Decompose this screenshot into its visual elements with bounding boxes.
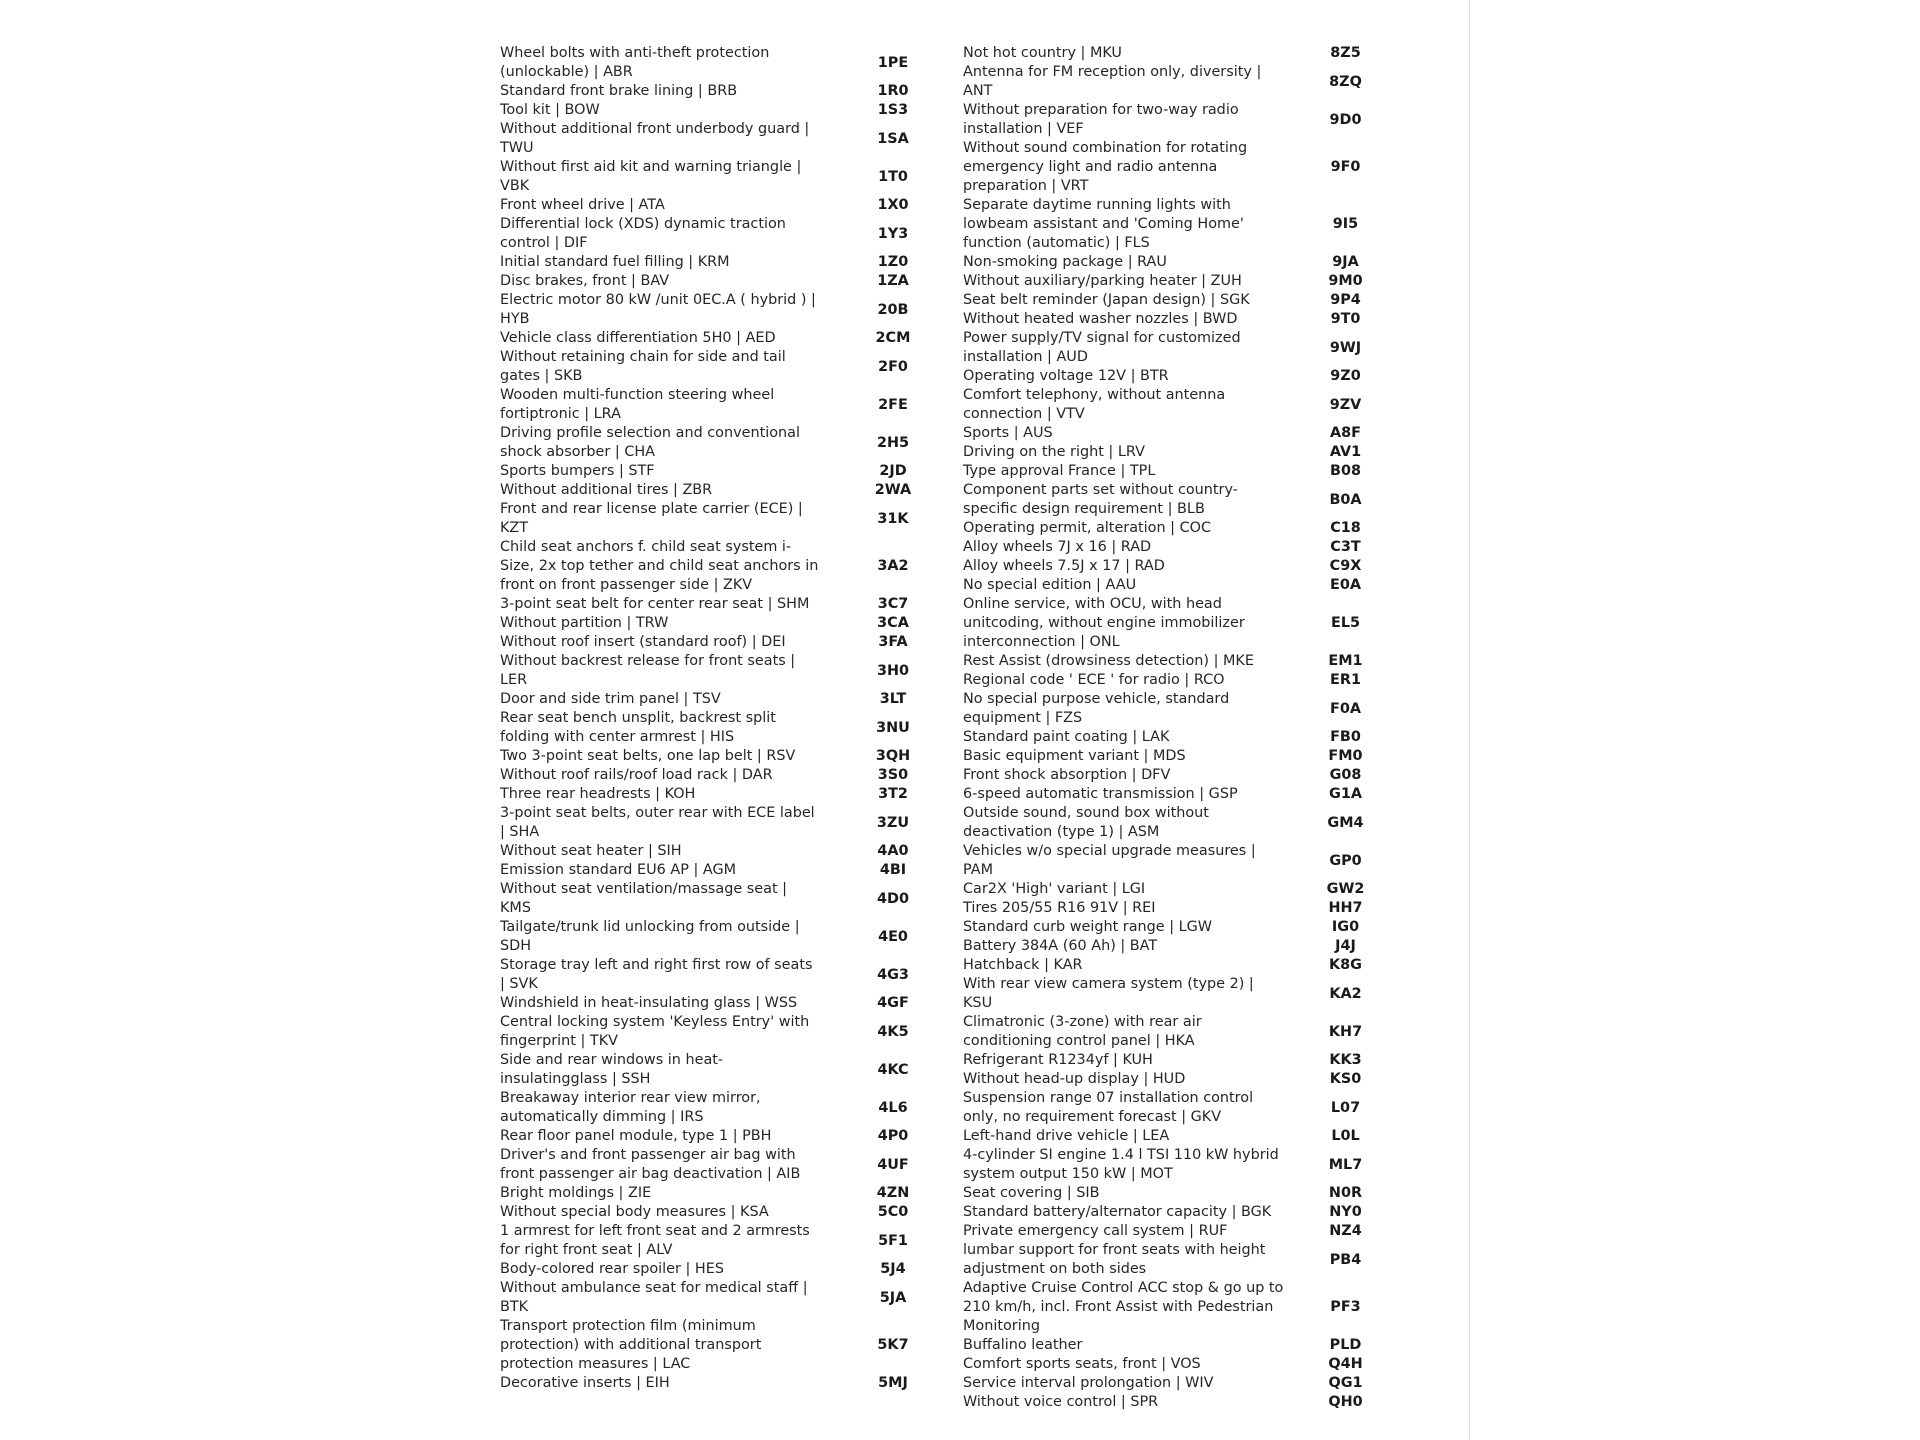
- option-code: 8ZQ: [1329, 73, 1362, 90]
- option-row: [963, 367, 1403, 386]
- option-code: 9ZV: [1329, 396, 1362, 413]
- option-description: Service interval prolongation | WIV: [963, 1375, 1214, 1391]
- option-code: 5MJ: [878, 1375, 908, 1391]
- option-code: 3ZU: [876, 814, 910, 831]
- option-row: [500, 747, 950, 766]
- option-description: With rear view camera system (type 2) | KSU: [963, 976, 1254, 1011]
- option-description: Without voice control | SPR: [963, 1394, 1159, 1410]
- option-description: Without head-up display | HUD: [963, 1071, 1186, 1087]
- option-row: [963, 1279, 1403, 1336]
- option-code: 5F1: [878, 1232, 908, 1249]
- option-row: [963, 595, 1403, 652]
- option-description: Differential lock (XDS) dynamic traction control | DIF: [500, 216, 786, 251]
- option-row: [500, 424, 950, 462]
- option-row: [500, 1374, 950, 1393]
- option-description: Bright moldings | ZIE: [500, 1185, 652, 1201]
- option-description: 3-point seat belt for center rear seat | SHM: [500, 596, 810, 612]
- option-row: [500, 1013, 950, 1051]
- option-code: 31K: [877, 510, 909, 527]
- option-row: [963, 785, 1403, 804]
- option-code: 5C0: [877, 1204, 909, 1220]
- option-row: [500, 1279, 950, 1317]
- option-description: Without additional tires | ZBR: [500, 482, 713, 498]
- option-code: 5J4: [880, 1261, 906, 1277]
- option-code: GW2: [1326, 881, 1365, 897]
- option-code: 9D0: [1329, 111, 1362, 128]
- option-description: Buffalino leather: [963, 1337, 1083, 1353]
- option-row: [963, 462, 1403, 481]
- option-row: [963, 1184, 1403, 1203]
- option-description: Left-hand drive vehicle | LEA: [963, 1128, 1170, 1144]
- option-code: PF3: [1330, 1299, 1361, 1315]
- option-code: 4E0: [878, 928, 908, 945]
- option-description: Without roof insert (standard roof) | DEI: [500, 634, 786, 650]
- option-code: Q4H: [1328, 1356, 1363, 1372]
- option-row: [963, 690, 1403, 728]
- option-row: [500, 633, 950, 652]
- option-description: Climatronic (3-zone) with rear air conditioning control panel | HKA: [963, 1014, 1202, 1049]
- option-row: [963, 804, 1403, 842]
- option-description: Operating permit, alteration | COC: [963, 520, 1212, 536]
- option-row: [963, 1127, 1403, 1146]
- option-row: [963, 1374, 1403, 1393]
- option-code: 5JA: [879, 1289, 907, 1306]
- option-row: [500, 215, 950, 253]
- option-description: Suspension range 07 installation control only, no requirement forecast | GKV: [963, 1090, 1254, 1125]
- option-code: C18: [1330, 520, 1361, 536]
- option-description: Driving on the right | LRV: [963, 444, 1145, 460]
- option-row: [963, 63, 1403, 101]
- option-row: [500, 1222, 950, 1260]
- option-description: Tires 205/55 R16 91V | REI: [963, 900, 1156, 916]
- options-column-right: [963, 44, 1403, 1412]
- option-row: [963, 538, 1403, 557]
- option-code: FB0: [1330, 729, 1361, 745]
- option-row: [500, 766, 950, 785]
- option-description: Breakaway interior rear view mirror, automatically dimming | IRS: [500, 1090, 761, 1125]
- option-code: 9WJ: [1329, 339, 1362, 356]
- option-code: PLD: [1329, 1337, 1362, 1353]
- option-code: G08: [1329, 767, 1362, 783]
- option-code: A8F: [1330, 425, 1361, 441]
- option-description: Outside sound, sound box without deactivation (type 1) | ASM: [963, 805, 1209, 840]
- option-description: Vehicles w/o special upgrade measures | PAM: [963, 843, 1256, 878]
- option-code: L07: [1330, 1099, 1361, 1116]
- option-description: Central locking system 'Keyless Entry' with fingerprint | TKV: [500, 1014, 810, 1049]
- option-row: [500, 804, 950, 842]
- option-row: [963, 576, 1403, 595]
- option-row: [500, 348, 950, 386]
- option-row: [500, 861, 950, 880]
- option-row: [963, 1241, 1403, 1279]
- option-description: Side and rear windows in heat- insulatingglass | SSH: [500, 1052, 724, 1087]
- option-description: lumbar support for front seats with height adjustment on both sides: [963, 1242, 1266, 1277]
- option-code: B0A: [1329, 491, 1362, 508]
- option-description: Component parts set without country- specific design requirement | BLB: [963, 482, 1238, 517]
- option-row: [963, 443, 1403, 462]
- option-code: KS0: [1329, 1071, 1362, 1087]
- option-row: [500, 785, 950, 804]
- option-code: KH7: [1328, 1023, 1363, 1040]
- option-description: Adaptive Cruise Control ACC stop & go up to 210 km/h, incl. Front Assist with Pedestrian Monitoring: [963, 1280, 1284, 1334]
- option-code: 2FE: [878, 396, 908, 413]
- option-code: 2JD: [879, 463, 907, 479]
- option-description: Seat covering | SIB: [963, 1185, 1100, 1201]
- option-description: Type approval France | TPL: [963, 463, 1156, 479]
- option-code: NZ4: [1329, 1223, 1362, 1239]
- option-row: [963, 1203, 1403, 1222]
- option-code: 5K7: [877, 1337, 909, 1353]
- option-code: 4K5: [877, 1023, 909, 1040]
- option-code: 9T0: [1330, 311, 1361, 327]
- option-row: [500, 82, 950, 101]
- option-code: ML7: [1328, 1156, 1363, 1173]
- option-description: Operating voltage 12V | BTR: [963, 368, 1169, 384]
- option-code: 1T0: [878, 168, 908, 185]
- option-code: 1S3: [877, 102, 909, 118]
- option-description: Car2X 'High' variant | LGI: [963, 881, 1146, 897]
- option-code: 3QH: [875, 748, 911, 764]
- option-code: 4P0: [877, 1128, 909, 1144]
- option-code: GM4: [1327, 814, 1364, 831]
- option-description: Without retaining chain for side and tail gates | SKB: [500, 349, 786, 384]
- option-code: FM0: [1328, 748, 1363, 764]
- option-description: Without first aid kit and warning triangle | VBK: [500, 159, 802, 194]
- option-description: Rear floor panel module, type 1 | PBH: [500, 1128, 772, 1144]
- option-description: Front wheel drive | ATA: [500, 197, 665, 213]
- option-row: [500, 481, 950, 500]
- option-description: Initial standard fuel filling | KRM: [500, 254, 730, 270]
- option-description: Without backrest release for front seats | LER: [500, 653, 796, 688]
- option-row: [963, 291, 1403, 310]
- option-row: [500, 462, 950, 481]
- option-description: Front shock absorption | DFV: [963, 767, 1171, 783]
- option-description: 3-point seat belts, outer rear with ECE label | SHA: [500, 805, 815, 840]
- option-row: [500, 253, 950, 272]
- option-code: QH0: [1328, 1394, 1363, 1410]
- option-row: [500, 918, 950, 956]
- option-description: Rear seat bench unsplit, backrest split folding with center armrest | HIS: [500, 710, 776, 745]
- option-code: N0R: [1328, 1185, 1363, 1201]
- option-description: Online service, with OCU, with head unitcoding, without engine immobilizer interconnection | ONL: [963, 596, 1245, 650]
- option-description: Standard paint coating | LAK: [963, 729, 1170, 745]
- option-row: [963, 671, 1403, 690]
- option-description: Disc brakes, front | BAV: [500, 273, 670, 289]
- option-code: 8Z5: [1330, 45, 1361, 61]
- option-description: Comfort telephony, without antenna connection | VTV: [963, 387, 1226, 422]
- option-description: Regional code ' ECE ' for radio | RCO: [963, 672, 1225, 688]
- option-description: Without roof rails/roof load rack | DAR: [500, 767, 773, 783]
- option-code: 1X0: [877, 197, 909, 213]
- option-row: [500, 291, 950, 329]
- option-row: [500, 329, 950, 348]
- option-row: [963, 1051, 1403, 1070]
- option-code: HH7: [1328, 900, 1363, 916]
- option-row: [500, 120, 950, 158]
- option-code: NY0: [1329, 1204, 1362, 1220]
- option-row: [963, 1013, 1403, 1051]
- option-row: [963, 652, 1403, 671]
- option-description: Alloy wheels 7.5J x 17 | RAD: [963, 558, 1165, 574]
- option-row: [963, 329, 1403, 367]
- option-description: Alloy wheels 7J x 16 | RAD: [963, 539, 1152, 555]
- option-code: 9F0: [1330, 159, 1361, 175]
- option-code: 20B: [877, 301, 909, 318]
- option-code: 9M0: [1328, 273, 1363, 289]
- option-code: EM1: [1328, 653, 1363, 669]
- option-code: J4J: [1335, 938, 1356, 954]
- option-code: 1SA: [877, 130, 909, 147]
- option-description: Tool kit | BOW: [500, 102, 600, 118]
- option-row: [963, 747, 1403, 766]
- option-description: Standard battery/alternator capacity | BGK: [963, 1204, 1272, 1220]
- option-row: [963, 956, 1403, 975]
- option-row: [500, 1127, 950, 1146]
- option-code: 1PE: [877, 54, 909, 71]
- option-code: 4G3: [877, 966, 909, 983]
- option-description: Sports | AUS: [963, 425, 1053, 441]
- option-row: [500, 956, 950, 994]
- option-row: [500, 500, 950, 538]
- option-row: [500, 652, 950, 690]
- option-row: [963, 481, 1403, 519]
- option-description: Child seat anchors f. child seat system i- Size, 2x top tether and child seat anchors in front on front passenger side | ZKV: [500, 539, 819, 593]
- option-code: QG1: [1328, 1375, 1363, 1391]
- option-code: C9X: [1329, 558, 1362, 574]
- option-row: [963, 975, 1403, 1013]
- option-row: [500, 1184, 950, 1203]
- option-row: [500, 1146, 950, 1184]
- option-row: [500, 1260, 950, 1279]
- option-code: GP0: [1329, 852, 1362, 869]
- option-row: [963, 1393, 1403, 1412]
- option-code: EL5: [1330, 615, 1360, 631]
- option-row: [500, 158, 950, 196]
- option-description: Without seat heater | SIH: [500, 843, 682, 859]
- option-row: [963, 937, 1403, 956]
- option-row: [963, 386, 1403, 424]
- option-code: 4KC: [877, 1061, 909, 1078]
- option-description: Emission standard EU6 AP | AGM: [500, 862, 737, 878]
- option-description: No special edition | AAU: [963, 577, 1137, 593]
- option-row: [500, 196, 950, 215]
- option-code: 3A2: [877, 558, 909, 574]
- option-description: Separate daytime running lights with lowbeam assistant and 'Coming Home' function (automatic) | FLS: [963, 197, 1244, 251]
- option-row: [963, 44, 1403, 63]
- option-code: 3NU: [876, 719, 910, 736]
- option-row: [500, 880, 950, 918]
- option-code: KK3: [1329, 1052, 1362, 1068]
- option-row: [963, 918, 1403, 937]
- option-description: Door and side trim panel | TSV: [500, 691, 721, 707]
- option-code: KA2: [1329, 985, 1362, 1002]
- option-description: 1 armrest for left front seat and 2 armrests for right front seat | ALV: [500, 1223, 810, 1258]
- option-description: Private emergency call system | RUF: [963, 1223, 1228, 1239]
- option-description: Standard curb weight range | LGW: [963, 919, 1213, 935]
- option-row: [500, 690, 950, 709]
- option-code: G1A: [1329, 786, 1362, 802]
- option-row: [500, 101, 950, 120]
- option-row: [500, 44, 950, 82]
- option-row: [963, 728, 1403, 747]
- option-code: 3H0: [876, 662, 910, 679]
- option-row: [963, 880, 1403, 899]
- option-description: Standard front brake lining | BRB: [500, 83, 738, 99]
- option-description: Without sound combination for rotating emergency light and radio antenna preparation | VRT: [963, 140, 1248, 194]
- option-code: 3C7: [877, 596, 909, 612]
- option-description: Non-smoking package | RAU: [963, 254, 1167, 270]
- option-row: [500, 1089, 950, 1127]
- option-description: Battery 384A (60 Ah) | BAT: [963, 938, 1158, 954]
- option-code: 1Y3: [877, 225, 909, 242]
- option-code: K8G: [1329, 957, 1362, 973]
- option-description: Without special body measures | KSA: [500, 1204, 769, 1220]
- option-row: [500, 709, 950, 747]
- option-row: [963, 1355, 1403, 1374]
- option-row: [963, 1089, 1403, 1127]
- option-description: Body-colored rear spoiler | HES: [500, 1261, 724, 1277]
- option-description: Without preparation for two-way radio installation | VEF: [963, 102, 1239, 137]
- option-row: [500, 614, 950, 633]
- option-code: PB4: [1329, 1251, 1362, 1268]
- page-edge-divider: [1469, 0, 1470, 1440]
- option-row: [963, 1222, 1403, 1241]
- option-code: 9I5: [1332, 216, 1359, 232]
- option-row: [500, 994, 950, 1013]
- option-description: Without heated washer nozzles | BWD: [963, 311, 1238, 327]
- option-description: Sports bumpers | STF: [500, 463, 655, 479]
- option-description: Without partition | TRW: [500, 615, 669, 631]
- option-code: ER1: [1330, 672, 1361, 688]
- option-row: [500, 1051, 950, 1089]
- option-row: [963, 253, 1403, 272]
- option-code: 1Z0: [877, 254, 909, 270]
- option-description: Three rear headrests | KOH: [500, 786, 696, 802]
- option-description: Refrigerant R1234yf | KUH: [963, 1052, 1153, 1068]
- option-row: [963, 101, 1403, 139]
- option-row: [963, 766, 1403, 785]
- option-description: Without seat ventilation/massage seat | KMS: [500, 881, 788, 916]
- option-code: L0L: [1331, 1128, 1360, 1144]
- option-description: Two 3-point seat belts, one lap belt | RSV: [500, 748, 796, 764]
- option-code: 4D0: [877, 890, 909, 907]
- option-row: [963, 1146, 1403, 1184]
- option-row: [963, 424, 1403, 443]
- option-row: [500, 538, 950, 595]
- option-row: [963, 139, 1403, 196]
- option-code: 2WA: [874, 482, 912, 498]
- option-code: 4L6: [878, 1099, 908, 1116]
- option-description: Transport protection film (minimum protection) with additional transport protection measures | LAC: [500, 1318, 762, 1372]
- option-description: Windshield in heat-insulating glass | WSS: [500, 995, 798, 1011]
- option-description: Without additional front underbody guard | TWU: [500, 121, 810, 156]
- option-description: 6-speed automatic transmission | GSP: [963, 786, 1238, 802]
- option-row: [963, 1336, 1403, 1355]
- option-code: 3FA: [878, 634, 908, 650]
- option-code: E0A: [1330, 577, 1361, 593]
- option-description: Storage tray left and right first row of seats | SVK: [500, 957, 813, 992]
- option-description: Without auxiliary/parking heater | ZUH: [963, 273, 1242, 289]
- option-description: Comfort sports seats, front | VOS: [963, 1356, 1201, 1372]
- option-code: 2F0: [878, 358, 908, 375]
- option-description: Vehicle class differentiation 5H0 | AED: [500, 330, 776, 346]
- option-description: Tailgate/trunk lid unlocking from outside | SDH: [500, 919, 800, 954]
- option-code: 2CM: [875, 330, 911, 346]
- option-code: 3S0: [877, 767, 909, 783]
- option-row: [963, 557, 1403, 576]
- option-description: Basic equipment variant | MDS: [963, 748, 1186, 764]
- option-row: [963, 196, 1403, 253]
- option-row: [963, 272, 1403, 291]
- option-description: Wooden multi-function steering wheel fortiptronic | LRA: [500, 387, 775, 422]
- option-code: 1ZA: [877, 273, 909, 289]
- option-row: [500, 386, 950, 424]
- option-code: 4A0: [877, 843, 909, 859]
- option-code: 9P4: [1330, 292, 1361, 308]
- option-code: 3T2: [878, 786, 908, 802]
- option-description: Wheel bolts with anti-theft protection (unlockable) | ABR: [500, 45, 770, 80]
- option-code: 4ZN: [876, 1185, 910, 1201]
- option-description: Front and rear license plate carrier (ECE) | KZT: [500, 501, 803, 536]
- option-code: 4BI: [879, 862, 907, 878]
- option-description: Decorative inserts | EIH: [500, 1375, 670, 1391]
- option-description: Hatchback | KAR: [963, 957, 1083, 973]
- option-row: [963, 310, 1403, 329]
- option-code: B08: [1330, 463, 1361, 479]
- option-description: Driver's and front passenger air bag with front passenger air bag deactivation | AIB: [500, 1147, 801, 1182]
- option-code: 3LT: [879, 691, 907, 707]
- option-description: Seat belt reminder (Japan design) | SGK: [963, 292, 1250, 308]
- options-column-left: [500, 44, 950, 1393]
- option-row: [500, 595, 950, 614]
- option-row: [963, 1070, 1403, 1089]
- option-code: F0A: [1330, 700, 1361, 717]
- option-code: C3T: [1330, 539, 1361, 555]
- option-description: Driving profile selection and conventional shock absorber | CHA: [500, 425, 800, 460]
- option-description: No special purpose vehicle, standard equipment | FZS: [963, 691, 1230, 726]
- option-row: [500, 272, 950, 291]
- option-code: 3CA: [877, 615, 909, 631]
- option-code: IG0: [1331, 919, 1360, 935]
- option-code: 4UF: [877, 1156, 909, 1173]
- option-description: Power supply/TV signal for customized installation | AUD: [963, 330, 1241, 365]
- option-code: 2H5: [876, 434, 910, 451]
- option-row: [963, 842, 1403, 880]
- option-code: 9JA: [1332, 254, 1359, 270]
- option-code: 9Z0: [1330, 368, 1361, 384]
- option-code: 1R0: [877, 83, 909, 99]
- option-code: AV1: [1329, 444, 1362, 460]
- option-description: Without ambulance seat for medical staff | BTK: [500, 1280, 808, 1315]
- option-row: [963, 519, 1403, 538]
- option-description: Antenna for FM reception only, diversity | ANT: [963, 64, 1262, 99]
- option-description: Electric motor 80 kW /unit 0EC.A ( hybrid ) | HYB: [500, 292, 816, 327]
- option-code: 4GF: [877, 995, 909, 1011]
- option-description: Rest Assist (drowsiness detection) | MKE: [963, 653, 1254, 669]
- option-row: [963, 899, 1403, 918]
- option-description: Not hot country | MKU: [963, 45, 1122, 61]
- option-row: [500, 1317, 950, 1374]
- option-description: 4-cylinder SI engine 1.4 l TSI 110 kW hybrid system output 150 kW | MOT: [963, 1147, 1279, 1182]
- option-row: [500, 1203, 950, 1222]
- option-row: [500, 842, 950, 861]
